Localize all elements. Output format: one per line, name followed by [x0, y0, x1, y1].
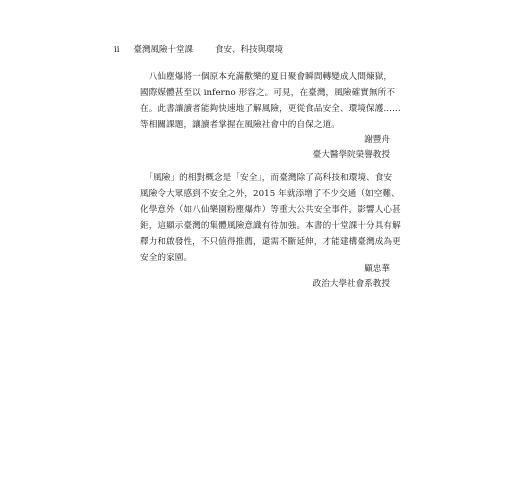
paragraph-line: 風險令大眾感到不安全之外，2015 年就添增了不少交通（如空難、	[140, 189, 400, 199]
endorser-title: 臺大醫學院榮譽教授	[312, 150, 390, 160]
endorser-title: 政治大學社會系教授	[312, 279, 390, 289]
endorser-name: 顧忠華	[364, 264, 390, 274]
paragraph-line: 安全的家園。	[140, 253, 193, 263]
endorser-signature-2	[313, 262, 390, 292]
running-header	[114, 44, 283, 56]
page-number: ii	[114, 45, 120, 55]
endorser-signature-1	[313, 133, 390, 163]
paragraph-line: 在。此書讓讀者能夠快速地了解風險，更從食品安全、環境保護……	[140, 104, 401, 114]
paragraph-line: 八仙塵爆將一個原本充滿歡樂的夏日聚會瞬間轉變成人間煉獄，	[140, 72, 393, 82]
endorsement-paragraph-1	[140, 69, 401, 133]
paragraph-line: 國際媒體甚至以 inferno 形容之。可見，在臺灣，風險確實無所不	[140, 88, 396, 98]
endorsement-paragraph-2	[140, 170, 401, 266]
endorser-name: 謝豐舟	[364, 135, 390, 145]
paragraph-line: 等相關課題，讓讀者掌握在風險社會中的自保之道。	[140, 120, 340, 130]
paragraph-line: 「風險」的相對概念是「安全」，而臺灣除了高科技和環境、食安	[140, 173, 393, 183]
paragraph-line: 鉅，這顯示臺灣的集體風險意識有待加強。本書的十堂課十分具有解	[140, 221, 401, 231]
book-title: 臺灣風險十堂課	[133, 45, 193, 55]
paragraph-line: 釋力和啟發性，不只值得推薦，還需不斷延伸，才能建構臺灣成為更	[140, 237, 401, 247]
paragraph-line: 化學意外（如八仙樂園粉塵爆炸）等重大公共安全事件，影響人心甚	[140, 205, 401, 215]
chapter-title: 食安、科技與環境	[214, 45, 283, 55]
